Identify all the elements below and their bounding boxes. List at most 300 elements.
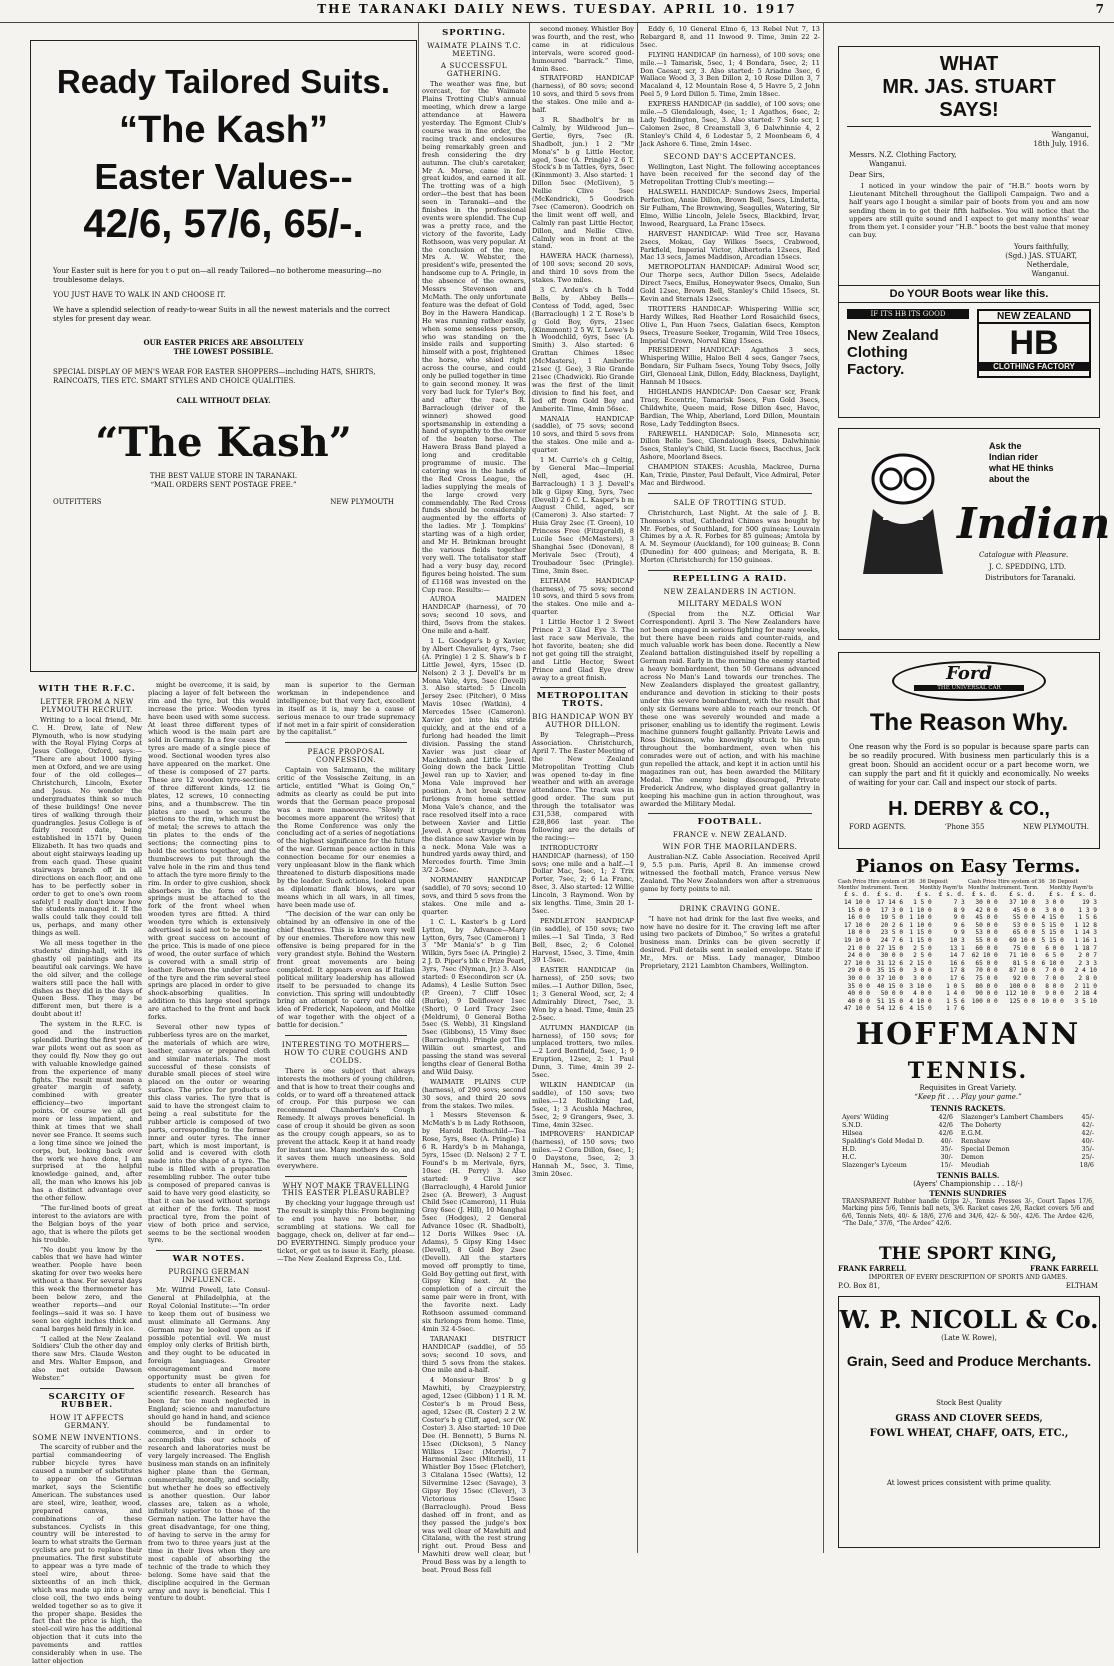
ford-body: One reason why the Ford is so popular is because spare parts can be so readily procured. With business men particularly this is a great boon. Should an accident occur or a part become worn, we can supply the part and fit it quickly and economically. No weeks of waiting for your car. Call and inspect our stock of parts. — [849, 743, 1089, 787]
nicoll-late: (Late W. Rowe), — [941, 1334, 997, 1342]
race-result: AUTUMN HANDICAP (in harness), of 150 sovs; for unplaced trotters, two miles.—2 Lord Bentfield, 5sec, 1; 9 Eruption, 12sec, 2; 1 Paul Dunn, 3. Time, 4min 39 2-5sec. — [532, 1023, 634, 1080]
pianos-price-table — [838, 891, 1098, 1013]
price-cell: £ s. — [916, 891, 932, 899]
racket-item — [842, 1121, 953, 1129]
indian-line-1: Ask the — [989, 441, 1022, 451]
hoffmann-brand: HOFFMANN — [855, 1016, 1081, 1052]
racket-item — [961, 1113, 1094, 1121]
price-cell: 1 4 0 — [946, 990, 965, 998]
pianos-col-head-3: Cash Price Hire system of 36 Months' Instrument. Term. — [968, 879, 1045, 892]
ford-advertisement — [838, 652, 1100, 849]
column-rule — [637, 22, 638, 1553]
article-sporting-title: SPORTING. — [442, 28, 506, 38]
price-cell: 23 5 0 — [880, 929, 904, 937]
price-cell: 19 3 — [1082, 899, 1097, 906]
price-row — [838, 922, 1098, 930]
price-cell: 2 18 4 — [1074, 990, 1097, 998]
kash-tag-1: THE BEST VALUE STORE IN TARANAKI. — [149, 472, 298, 480]
letter-salutation: Dear Sirs, — [849, 171, 885, 179]
racket-name: Meudiah — [960, 1161, 990, 1169]
price-cell: 65 0 0 — [975, 959, 998, 967]
price-cell: 47 10 0 — [843, 1005, 871, 1013]
price-cell: 55 0 0 — [1012, 914, 1036, 922]
article-rfc-subtitle: LETTER FROM A NEW PLYMOUTH RECRUIT. — [40, 696, 134, 714]
race-heading: AUROA MAIDEN HANDICAP (harness), of 70 sovs; second 10 sovs, and third, 5sovs from the stakes. One mile and a-half. — [422, 595, 526, 636]
article-peace-title: PEACE PROPOSAL CONFESSION. — [307, 747, 385, 765]
price-cell: 21 0 0 — [847, 944, 871, 952]
kash-text-2: YOU JUST HAVE TO WALK IN AND CHOOSE IT. — [53, 291, 226, 299]
divider — [285, 1035, 407, 1036]
nicoll-line: Grain, Seed and Produce Merchants. — [846, 1353, 1092, 1369]
price-cell: 10 0 0 — [1041, 997, 1064, 1005]
racket-name: S.N.D. — [842, 1121, 863, 1129]
price-cell: 4 10 0 — [909, 997, 932, 1005]
article-raid-subtitle: NEW ZEALANDERS IN ACTION. — [663, 587, 797, 596]
price-cell: 60 0 0 — [975, 944, 998, 952]
hb-logo-top: NEW ZEALAND — [979, 311, 1089, 324]
paragraph: The scarcity of rubber and the partial commandeering of rubber bicycle tyres have caused a number of substitutes to appear on the German market, says the Scientific American. The substances used are steel, wire, leather, wood, prepared canvas, and combinations of these substances. Cyclists in this country will be interested to learn to what straits the German cyclists are put to replace their pneumatics. The first substitute to appear was a tyre made of steel wire, about three-sixteenths of an inch thick, which was made up into a very close coil, the two ends being welded together so as to give it the proper shape. Besides the fact that the price is high, the steel-coil wire has the additional objection that it cuts into the pavements and rattles considerably when in use. The latter objection — [32, 1443, 142, 1665]
ford-company: H. DERBY & CO., — [888, 798, 1050, 820]
racket-price: 42/- — [1081, 1129, 1094, 1137]
divider — [648, 899, 812, 900]
paragraph: “No doubt you know by the cables that we have had winter weather. People have been skating for over two weeks here without a thaw. For several days this week the thermometer has been below zero, and the weather reports—and our feelings—said it was so. I have seen ice eight inches thick and canal barges held firmly in ice. — [32, 1245, 142, 1333]
letter-place: Wanganui, — [1051, 131, 1089, 139]
paragraph: (Special from the N.Z. Official War Correspondent). April 3. The New Zealanders have not been engaged in serious fighting for many weeks, but there have been raids and counter-raids, and much valuable work has been done. Recently a New Zealand battalion distinguished itself by repelling a German raid. Early in the morning the enemy started a heavy bombardment, then 50 Germans advanced across No Man's Land towards our trenches. The New Zealanders displayed the greatest gallantry, endurance and devotion in sticking to their posts under this severe bombardment, with the result that only six Germans were able to reach our trench. Of these one was severely wounded and made a prisoner, enabling us to identify the regiment. Lewis machine gunners fought gallantly. Private Lewis and Ross Dickinson, who knowingly stuck to his gun throughout the bombardment, even when his comrades were out of action, and with his machine gun repelled the attack, and kept it in action until his magazines ran out, has been awarded the Military Medal. The enemy being discouraged, Private Frederick Andrew, who displayed great gallantry in keeping his machine gun in action throughout, was awarded the Military Medal. — [640, 609, 820, 808]
price-cell: 16 0 0 — [847, 914, 871, 922]
price-cell: 1 12 8 — [1074, 921, 1097, 929]
tennis-sundries-head: TENNIS SUNDRIES — [929, 1189, 1007, 1198]
racket-name: Demon — [960, 1153, 984, 1161]
price-cell: 37 10 0 — [876, 974, 904, 982]
price-cell: 29 0 0 — [847, 967, 871, 975]
masthead-title: THE TARANAKI DAILY NEWS. TUESDAY. APRIL 10. 1917 — [317, 2, 797, 16]
indian-dealer: J. C. SPEDDING, LTD. — [989, 563, 1067, 571]
race-result: 1 Little Hector 1 2 Sweet Prince 2 3 Glad Eye 3. The last race saw Merivale, the hot favorite, beaten; she did not get going till the straight, and Little Hector, Sweet Prince and Glad Eye drew away to a great finish. — [532, 618, 634, 682]
nicoll-fowl: FOWL WHEAT, CHAFF, OATS, ETC., — [869, 1428, 1069, 1439]
acceptance: PRESIDENT HANDICAP: Agathos 3 secs, Whispering Willie, Haloo Bell 4 secs, Ganger 7secs, Bondara, Sir Fulham 5secs, Young Toby 9secs, Jolly Girl, Glenaeal Link, Dillon, Eddy, Blackness, Daylight, Hannah M 10secs. — [640, 346, 820, 387]
sport-king-headline: THE SPORT KING, — [879, 1244, 1057, 1264]
acceptance: METROPOLITAN HANDICAP: Admiral Wood scr, Our Thorpe secs, Author Dillon 5secs, Adelaide Direct 7secs, Emilus, Honeywater 9secs, Omako, Sun Gold 12sec, Brown Bell, Stanley's Child 15secs, St. Kevin and Sternals 12secs. — [640, 263, 820, 303]
racket-price: 42/6 — [938, 1129, 953, 1137]
kash-tag-2: “MAIL ORDERS SENT POSTAGE FREE.” — [150, 481, 297, 489]
price-cell: 2 15 0 — [909, 959, 932, 967]
stuart-heading-2: MR. JAS. STUART — [882, 76, 1056, 98]
price-cell: 2 5 0 — [913, 944, 932, 952]
price-cell: 2 5 0 — [913, 952, 932, 960]
price-row — [838, 952, 1098, 960]
column-rule — [823, 22, 824, 1553]
letter-date: 18th July, 1916. — [1033, 140, 1089, 148]
kash-advertisement — [30, 40, 417, 672]
acceptance: HIGHLANDS HANDICAP: Don Caesar scr, Frank Tracy, Eccentric, Tamarisk 5secs, Fun Gold 3secs, Childwhite, Queen maid, Rose Dillon 4sec, Havoc, Bardian, The Whip, Aberland, Lord Dillon, Mountain Rose, Lady Teddington 8secs. — [640, 387, 820, 428]
stuart-heading-1: WHAT — [939, 53, 999, 75]
price-cell: 7 3 — [953, 899, 965, 906]
price-cell: 1 7 6 — [946, 1005, 965, 1013]
paragraph: “The fur-lined boots of great interest to the aviators are with the Belgian boys of the year ago, that is where the pilots get his trouble. — [32, 1204, 142, 1244]
pianos-col-head-4: 36 Deposit Monthly Paym'ts — [1049, 879, 1094, 892]
racket-item — [961, 1161, 1094, 1169]
racket-price: 18/6 — [1079, 1161, 1094, 1169]
price-cell: 9 9 — [953, 929, 965, 937]
tennis-rackets-head: TENNIS RACKETS. — [930, 1104, 1006, 1113]
article-metropolitan-title: METROPOLITAN TROTS. — [536, 691, 630, 710]
article-scarcity-subtitle: HOW IT AFFECTS GERMANY. — [49, 1412, 125, 1430]
price-cell: £ s. d. — [843, 891, 871, 899]
racket-name: Slazenger's Lyceum — [842, 1161, 907, 1169]
racket-item — [842, 1153, 953, 1161]
article-racing-results — [532, 26, 634, 1546]
paragraph: The system in the R.F.C. is good and the instruction splendid. During the first year of war pilots went out as soon as they could fly. Now they go out with valuable knowledge gained from the experience of many fights. The result must mean a greater margin of safety, combined with greater efficiency—two important points. Of course we all get more or less impatient, and think at times that we shall never see France. It seems such a long time since we joined the corps, but, looking back over the work we have done, I am surprised at the helpful knowledge gained, and, after all, the man who knows his job has a distinct advantage over the other fellow. — [32, 1020, 142, 1203]
paragraph: There is one subject that always interests the mothers of young children, and that is how to treat their coughs and colds, or to ward off a threatened attack of croup. For this purpose we can recommend Chamberlain's Cough Remedy. It always proves beneficial. In case of croup it should be given as soon as the croupy cough appears, so as to prevent the attack. Keep it at hand ready for instant use. Many mothers do so, and it saves them much uneasiness. Sold everywhere. — [277, 1066, 415, 1170]
tennis-balls-head: TENNIS BALLS. — [936, 1171, 1000, 1180]
racket-name: Ayers' Wilding — [842, 1113, 889, 1121]
indian-advertisement — [838, 428, 1111, 640]
article-sporting-subtitle-2: A SUCCESSFUL GATHERING. — [440, 60, 508, 78]
racket-price: 42/6 — [938, 1121, 953, 1129]
price-cell: 14 7 — [949, 952, 965, 960]
letter-address-2: Wanganui. — [1031, 270, 1069, 279]
indian-brand: Indian — [957, 499, 1111, 548]
price-cell: 37 10 0 — [1009, 899, 1036, 906]
racket-name: H.D. — [842, 1145, 857, 1153]
price-cell: 16 6 — [949, 959, 965, 967]
tennis-headline: TENNIS. — [907, 1058, 1029, 1084]
ford-town: NEW PLYMOUTH. — [1023, 823, 1089, 831]
article-football-title: FOOTBALL. — [697, 817, 763, 828]
article-sporting — [422, 26, 527, 1575]
paragraph: “I have not had drink for the last five weeks, and now have no desire for it. The craving left me after using two packets of Dimboo,” So writes a grateful business man. Drinks can be given secretly if desired. Full details sent in sealed envelope. State if Mr., Mrs. or Miss. Lady manager, Dimboo Proprietary, 2121 Lambton Chambers, Wellington. — [640, 914, 820, 971]
kash-text-6: CALL WITHOUT DELAY. — [176, 396, 271, 405]
stuart-heading-3: SAYS! — [939, 99, 999, 121]
rackets-left-list — [842, 1113, 953, 1169]
price-cell: 17 3 0 — [880, 906, 904, 914]
nicoll-footer: At lowest prices consistent with prime quality. — [886, 1479, 1052, 1487]
paragraph: “The decision of the war can only be obtained by an offensive in one of the chief theatres. This is known very well by our enemies. Therefore now this new offensive is being prepared for in the very grandest style. Behind the Western front great movements are being completed. It appears even as if Italian political military leadership has allowed itself to be persuaded to change its conviction. This spring will undoubtedly bring an attempt to carry out the old idea of Frederick, Napoleon, and Moltke of war together with the object of a battle for decision.” — [277, 910, 415, 1030]
price-cell: 3 10 0 — [909, 982, 932, 990]
price-cell: 100 0 0 — [971, 997, 998, 1005]
price-row — [838, 990, 1098, 998]
article-sale-title: SALE OF TROTTING STUD. — [673, 497, 787, 507]
price-cell: 2 8 0 — [1078, 974, 1097, 982]
price-cell: 24 7 6 — [880, 936, 904, 944]
price-cell: 4 0 0 — [913, 990, 932, 998]
column-rule — [418, 22, 419, 1553]
price-cell: 2 3 3 — [1078, 959, 1097, 967]
price-cell: 6 10 0 — [1041, 959, 1064, 967]
article-acceptances-title: SECOND DAY'S ACCEPTANCES. — [663, 151, 797, 161]
kash-brand: “The Kash” — [95, 419, 352, 466]
pianos-col-head-1: Cash Price Hire system of 36 Months' Instrument. Term. — [838, 879, 915, 892]
ford-agents: FORD AGENTS. — [849, 823, 907, 831]
racket-item — [842, 1129, 953, 1137]
price-cell: 125 0 0 — [1009, 997, 1036, 1005]
racket-price: 35/- — [940, 1145, 953, 1153]
pianos-col-head-2: 36 Deposit Monthly Paym'ts — [919, 879, 964, 892]
price-cell: 3 0 0 — [913, 967, 932, 975]
divider — [540, 687, 626, 688]
racket-name: H.C. — [842, 1153, 857, 1161]
article-tyres-war-notes — [148, 681, 271, 1603]
paragraph: By checking your luggage through us! The result is simply this: From beginning to end you have no bother, no scrambling at stations. We call for baggage, check on, deliver at far end—DO EVERYTHING. Simply produce your ticket, or get us to issue it. Early, please.—The New Zealand Express Co., Ltd. — [277, 1199, 415, 1263]
price-cell: 1 18 7 — [1074, 944, 1097, 952]
racket-item — [961, 1145, 1094, 1153]
article-health-title: INTERESTING TO MOTHERS—HOW TO CURE COUGHS AND COLDS. — [281, 1040, 411, 1065]
divider — [648, 813, 812, 814]
racket-item — [842, 1113, 953, 1121]
price-cell — [999, 1005, 1036, 1013]
price-cell: 53 0 0 — [975, 929, 998, 937]
divider — [648, 570, 812, 571]
race-heading: TARANAKI DISTRICT HANDICAP (saddle), of 55 sovs; second 10 sovs, and third 5 sovs from the stakes. One mile and a-half. — [422, 1334, 526, 1375]
hb-banner: IF ITS HB ITS GOOD — [847, 309, 969, 319]
divider — [40, 1388, 134, 1389]
race-result: 1 C. L. Kaster's b g Lord Lytton, by Advance—Mary Lytton, 6yrs, 7sec (Cameron) 1 3 “Mr Mania's” b g Tim Wilkin, 5yrs 5sec (A. Pringle) 2 2 J. D. Piper's blk c Prize Pearl, 3yrs, 7sec (Nyman, Jr.) 3. Also started: 0 Esecondiron scr (A. Adams), 4 Leslie Sutton 5sec (P. Green), 7 Cliff 10sec (Burke), 9 Deliflower 1sec (Short), 0 Lord Tracy 2sec (Meldrum), 0 General Botha 5sec (S. Webb), 31 Kingsland 5sec (Gibbons), 15 Vimy 8sec (Barraclough). Pringle got Tim Wilkin out smartest, and passing the stand was several lengths clear of General Botha and Wild Daisy. — [422, 917, 526, 1076]
letter-signature: (Sgd.) JAS. STUART, — [1005, 252, 1077, 261]
price-cell: 87 10 0 — [1009, 967, 1036, 975]
race-result: INTRODUCTORY HANDICAP (harness), of 150 sovs; one mile and a half.—1 Dollar Mac, 5sec, 1; 2 Trix Porter, 7sec, 2; 6 La Franc, 8sec, 3. Also started: 12 Willie Lincoln, 3 Raymond. Won by six lengths. Time, 3min 20 1-5sec. — [532, 843, 634, 915]
racket-name: Slazenger's Lambert Chambers — [960, 1113, 1064, 1121]
price-cell: 62 10 0 — [971, 952, 998, 960]
paragraph: Captain von Salzmann, the military critic of the Vossische Zeitung, in an article, entitled “What is Going On,” admits as clearly as could be put into words that the German peace proposal was a mere manoeuvre. “Slowly it becomes more apparent (he writes) that the Rome Conference was only the concluding act of a series of negotiations of the highest significance for the future of the war. German peace action in this connection became for our enemies a very unpleasant blow in the flank which threatened to disturb dispositions made by the leader. Such actions, looked upon as diplomatic flank blows, are war means which in all wars, in all times, have been made use of. — [277, 766, 415, 909]
price-cell: 9 6 — [953, 921, 965, 929]
price-cell: 1 5 0 — [913, 899, 932, 906]
racket-price: 42/- — [1081, 1121, 1094, 1129]
article-travel-title: WHY NOT MAKE TRAVELLING THIS EASTER PLEASURABLE? — [282, 1180, 410, 1198]
nicoll-advertisement — [838, 1296, 1100, 1548]
race-result: EASTER HANDICAP (in harness), of 250 sovs; two miles.—1 Author Dillon, 5sec, 1; 3 General Wood, scr, 2; 4 Admirably Direct, 7sec, 3. Won by a head. Time, 4min 25 2-5sec. — [532, 966, 634, 1022]
article-drink-title: DRINK CRAVING GONE. — [679, 903, 781, 913]
article-peace-proposal — [277, 682, 415, 1542]
price-cell: 92 0 0 — [1012, 974, 1036, 982]
price-cell: 35 15 0 — [876, 967, 904, 975]
racket-price: 40/- — [1081, 1137, 1094, 1145]
price-cell: 4 15 0 — [1041, 914, 1064, 922]
ford-logo — [892, 661, 1046, 701]
racket-price: 15/- — [940, 1161, 953, 1169]
price-cell: £ s. d. — [876, 891, 904, 899]
race-result: 4 Monsieur Bros' b g Mawhiti, by Crazypierstry, aged, 12sec (Gibbon) 1 1 R. M. Coster's b m Proud Bess, aged, 12sec (R. Coster) 2 2 W. Coster's b g Cliff, aged, scr (W. Coster) 3. Also started: 10 Dee Dee (H. Bennett), 5 Burns N. 15sec (Dickson), 5 Nancy Wilkes 12sec (Morris), 7 Harmonial 2sec (Mitchell), 11 Whistler Boy 15sec (Fletcher), 3 Citalana 15sec (Watts), 12 Silvermine 12sec (Savage), 3 Gipsy Boy 15sec (Clever), 3 Victorious 15sec (Barraclough). Proud Bess dashed off in front, and as they passed the judge's box was well clear of Mawhiti and Citalana, with the rest strung right out. Proud Bess and Mawhiti drew well clear, but Proud Bess was by a length to beat. Proud Bess fell — [422, 1376, 526, 1575]
price-cell: 8 0 0 — [1045, 982, 1064, 990]
price-cell: £ s. d. — [938, 891, 965, 899]
price-cell: 3 5 10 — [1074, 997, 1097, 1005]
ford-logo-text: Ford — [946, 663, 992, 684]
price-cell — [966, 1005, 999, 1013]
price-cell: 54 12 6 — [876, 1005, 904, 1013]
race-result: 1 Messrs Stevenson & McMath's b m Lady Rothsoon, by Harold Rothschild—Tea Rose, 5yrs, 8sec (A. Pringle) 1 6 R. Hardy's b m Mahanga, 5yrs, 15sec (D. Nelson) 2 7 T. Found's b m Merivale, 6yrs, 10sec (H. Perry) 3. Also started: 9 Clive scr (Barraclough), 4 Harold Junior 2sec (A. Brewer), 3 August Child 5sec (Cameron), 11 Huia Gray 6sec (J. Hill), 10 Manghai 5sec (Hodges), 2 General Advance 10sec (R. Shadbolt), 12 Doris Wilkes 9sec (A. Adams), 5 Gipsy King 14sec (Devell), 8 Gold Boy 2sec (Devell). All the starters moved off promptly to time, Gold Boy getting out first, with Gipsy King next. At the completion of a circuit the same pair were in front, with the favorite next. Lady Rothsoon assumed command six furlongs from home. Time, 4min 32 4-5sec. — [422, 1111, 526, 1333]
price-row — [838, 907, 1098, 915]
price-cell: £ s. d. — [1009, 891, 1036, 899]
price-cell: 17 6 — [949, 974, 965, 982]
acceptance: CHAMPION STAKES: Acushla, Mackree, Durna Kan, Trixie, Pinster, Paul Default, Vice Admiral, Peter Mac and Birdwood. — [640, 463, 820, 487]
price-row — [838, 937, 1098, 945]
race-heading: STRATFORD HANDICAP (harness), of 80 sovs; second 10 sovs, and third 5 sovs from the stakes. One mile and a-half. — [532, 74, 634, 115]
sport-king-pobox: P.O. Box 81, — [838, 1282, 880, 1290]
letter-body: I noticed in your window the pair of “H.B.” boots worn by Lieutenant Mitchell throughout the Gallipoli Campaign. Two and a half years ago I bought a similar pair of boots from you and am now sending them in to get their fifth halfsoles. You will notice that the uppers are still quite sound and I expect to get many months' wear from them yet. I consider your “H.B.” boots the best value that money can buy. — [849, 182, 1089, 240]
boots-banner: Do YOUR Boots wear like this. — [839, 285, 1099, 303]
racket-price: 30/- — [940, 1153, 953, 1161]
price-cell: 24 0 0 — [847, 952, 871, 960]
kash-text-4: OUR EASTER PRICES ARE ABSOLUTELY THE LOWEST POSSIBLE. — [143, 338, 304, 356]
price-cell: 3 0 0 — [1045, 899, 1064, 906]
acceptance: HARVEST HANDICAP: Wild Tree scr, Havana 2secs, Mokau, Gay Wilkes 5secs, Crabwood, Parkfield, Imperial Victor, Albertorla 12secs, Red Mac 13 secs, James Maddison, Arcadian 15secs. — [640, 229, 820, 262]
price-cell: 71 10 0 — [1009, 952, 1036, 960]
price-cell: 40 15 0 — [876, 982, 904, 990]
article-acceptances-raid-football — [640, 26, 820, 1546]
kash-name: “The Kash” — [118, 109, 329, 151]
race-result: EXPRESS HANDICAP (in saddle), of 100 sovs; one mile.—5 Glendalough, 4sec, 1; 1 Agathos, 6sec, 2; Lady Teddington, 5sec, 3. Also started: 7 Solo scr, 1 Calomen 2sec, 8 Creamstall 3, 6 Dalwhinnie 4, 2 Stanley's Child 4, 6 Lodestar 5, 2 Moonbeam 6, 4 Jack Ashore 6. Time, 2min 14sec. — [640, 100, 820, 148]
price-cell: 112 10 0 — [1005, 990, 1036, 998]
divider — [285, 1176, 407, 1177]
ford-headline: The Reason Why. — [869, 709, 1069, 736]
price-cell: 15 0 0 — [847, 906, 871, 914]
price-row — [838, 891, 1098, 899]
paragraph: man is superior to the German workman in independence and intelligence; but that very fact, excellent in itself as it is, may be a cause of serious menace to our trade supremacy if not met in a fair spirit of consideration by the capitalist.” — [277, 681, 415, 737]
divider — [156, 1250, 262, 1251]
price-row — [838, 1005, 1098, 1013]
price-cell: 65 0 0 — [1012, 929, 1036, 937]
racket-item — [842, 1137, 953, 1145]
masthead — [0, 0, 1114, 23]
column-rule — [529, 22, 530, 1553]
racket-price: 25/- — [1081, 1153, 1094, 1161]
paragraph: might be overcome, it is said, by placing a layer of felt between the rim and the tyre, but this would increase the price. Wooden tyres have been used with some success. At least three different types of which wood is the main part are sold in Germany. In a few cases the tyres are made of a single piece of wood. Sectional wooden tyres also have appeared on the market. One of these is composed of 27 parts. These are 12 wooden tyre-sections of three different kinds, 12 tie plates, 12 screws, 10 connecting pins, and a thumbscrew. The tin plates are used to secure the sections to the rim, which must be of metal; the screws to attach the tin plates to the ends of the sections; the connecting pins to hold the sections together, and the thumbscrews to put through the valve hole in the rim and thus tend to attach the tyre more firmly to the rim. In order to give cushion, shock absorbers in the form of steel springs must be attached to the fork of the front wheel when wooden tyres are fitted. A third wooden tyre which is extensively advertised is said not to be meeting with great success on account of the price. This is made of one piece of wood, the outer surface of which is covered with a small strip of leather. Between the under surface of the tyre and the rim several steel springs are placed in order to give shock-absorbing qualities. In addition to this large steel springs are attached to the front and back forks. — [148, 681, 270, 1022]
price-cell: 5 15 0 — [1041, 936, 1064, 944]
price-cell: 1 10 0 — [909, 906, 932, 914]
price-cell: 81 5 0 — [1012, 959, 1036, 967]
price-cell: 2 4 10 — [1074, 967, 1097, 975]
acceptance: HALSWELL HANDICAP: Sundows 2secs, Imperial Perfection, Annie Dillon, Brown Bell, 5secs, Lindetta, Sir Fulham, The Brownwing, Seagulles, Watering, Sir Elmo, Willie Lincoln, Jelele 5secs, Blackbird, Irvar, Inwood, Rearguard, La Franc 15secs. — [640, 188, 820, 228]
article-football-subtitle: FRANCE v. NEW ZEALAND. — [672, 830, 788, 840]
article-metropolitan-subtitle: BIG HANDICAP WON BY AUTHOR DILLON. — [532, 712, 634, 730]
price-cell: 7 0 0 — [1045, 974, 1064, 982]
race-heading: HAWERA HACK (harness), of 100 sovs; second 20 sovs, and third 10 sovs from the stakes. Two miles. — [532, 252, 634, 285]
sport-king-importer: IMPORTER OF EVERY DESCRIPTION OF SPORTS AND GAMES. — [868, 1274, 1068, 1281]
price-cell: 55 0 0 — [975, 936, 998, 944]
price-cell: 27 15 0 — [876, 944, 904, 952]
brand-line-1: New Zealand — [847, 327, 939, 345]
price-row — [838, 975, 1098, 983]
rider-illustration-icon — [843, 439, 963, 579]
hb-logo-mid: HB — [1009, 324, 1059, 363]
price-cell: 17 10 0 — [843, 921, 871, 929]
pianos-headline: Pianos on Easy Terms. — [855, 856, 1081, 877]
price-cell: 27 10 0 — [843, 959, 871, 967]
price-cell: 6 5 0 — [1045, 952, 1064, 960]
price-cell: 100 0 0 — [1009, 982, 1036, 990]
indian-line-3: what HE thinks — [989, 463, 1054, 473]
paragraph: The weather was fine, but overcast, for the Waimate Plains Trotting Club's annual meeting, which drew a large attendance at Hawera yesterday. The Egmont Club's course was in fine order, the racing track and enclosures being remarkably green and fresh considering the dry autumn. The club's caretaker, Mr A. Morse, came in for great kudos, and earned it all. The trotting was of a high order—the best that has been seen in Taranaki—and the finishes in the professional events were splendid. The Cup was a pretty race, and the victory of the favorite, Lady Rothsoon, was very popular. At the conclusion of the race, Mrs A. W. Webster, the president's wife, presented the handsome cup to A. Pringle, in the absence of the owners, Messrs Stevenson and McMath. The only unfortunate feature was the defeat of Gold Boy in the Hawera Handicap. He was running rather easily, when some senseless person, who was standing on the inside rails and supporting himself with a post, frightened the horse, who shied right across the course, and could only be pulled together in time to gain second money. It was very bad luck for Tyler's Boy, and after the race, R. Barraclough (driver of the winner) showed good sportsmanship in extending a hand of sympathy to the owner of the beaten horse. The Hawera Brass Band played a long and creditable programme of music. The catering was in the hands of the Red Cross League, the ladies supplying the meals of the large crowd very commendably. The Red Cross funds should be considerably augmented by the efforts of the ladies. Mr J. Tompkins' starting was of a high order, and Mr H. Brinkman brought the various fields together very well. The totalisator staff had a very busy day, record figures being hoisted. The sum of £1168 was invested on the Cup race. Results:— — [422, 79, 527, 594]
paragraph: By Telegraph—Press Association. Christchurch, April 7. The Easter Meeting of the New Zealand Metropolitan Trotting Club was opened to-day in fine weather and with an average attendance. The track was in good order. The sum put through the totalisator was £31,538, compared with £28,866 last year. The following are the details of the racing:— — [532, 731, 634, 842]
racket-name: Special Demon — [960, 1145, 1010, 1153]
price-cell: 2 0 7 — [1078, 952, 1097, 960]
price-cell: 1 16 1 — [1074, 936, 1097, 944]
price-cell: 90 0 0 — [975, 990, 998, 998]
race-result: 3 R. Shadbolt's br m Calmly, by Wildwood Jun—Gertie, 6yrs, 7sec (R. Shadbolt, jun.) 1 2 “Mr Mona's” b g Little Hector, aged, 5sec (A. Pringle) 2 6 T. Stock's b m Tattles, 6yrs, 5sec (Kinmmont) 3. Also started: 1 Dillon 5sec (McGiven), 5 Nellie Clive 5sec (McKendrick), 5 Goodrich 7sec (Cameron). Goodrich on the limit went off well, and Calmly ran past Little Hector, Dillon, and Nellie Clive. Calmly won in front at the stand. — [532, 115, 634, 251]
indian-catalogue: Catalogue with Pleasure. — [979, 551, 1069, 559]
price-cell: 42 0 0 — [975, 906, 998, 914]
article-raid-title: REPELLING A RAID. — [672, 574, 788, 585]
indian-distributors: Distributors for Taranaki. — [985, 574, 1076, 582]
pianos-advertisement — [838, 856, 1098, 1050]
price-cell: 30 0 0 — [880, 952, 904, 960]
price-cell: 50 0 0 — [975, 921, 998, 929]
price-row — [838, 945, 1098, 953]
price-cell: 5 15 0 — [1041, 921, 1064, 929]
letter-to-town: Wanganui. — [869, 160, 907, 168]
price-cell: 4 15 0 — [909, 1005, 932, 1013]
price-cell: 19 5 0 — [880, 914, 904, 922]
article-raid-subtitle-2: MILITARY MEDALS WON — [677, 598, 783, 608]
kash-prices: 42/6, 57/6, 65/-. — [83, 202, 364, 246]
price-cell: 35 0 0 — [847, 982, 871, 990]
acceptance: TROTTERS HANDICAP: Whispering Willie scr, Hardy Wilkes, Red Heather Lord Rosaichild 6secs, Olive L, Pan Huon 7secs, Galatian 6secs, Kempton 9secs, Treasure Seeker, Trogamin, Wild Tree 10secs, Imperial Crown, Norval King 15secs. — [640, 304, 820, 345]
tennis-sundries: TRANSPARENT Rubber handle Grips 2/-, Tennis Presses 3/-, Court Tapes 17/6, Marking pins 5/6, Tennis ball nets, 3/6. Racket cases 2/6, Racket covers 5/6 and 6/6, Tennis Nets, 40/- & 18/6, 27/6 and 34/6, 42/- & 50/-, 42/6. The Ardee 42/6, “The Dale,” 37/6, “The Ardee” 42/6. — [842, 1198, 1094, 1228]
price-row — [838, 929, 1098, 937]
race-result: WILKIN HANDICAP (in saddle), of 150 sovs; two miles.—12 Rollicking Lad, 5sec, 1; 3 Acushla Machree, 5sec, 2; 9 Grangers, 9sec, 3. Time, 4min 32sec. — [532, 1081, 634, 1129]
price-cell: 14 10 0 — [843, 899, 871, 906]
paragraph: Writing to a local friend, Mr. C. H. Drew, late of New Plymouth, who is now studying with the Royal Flying Corps at Jesus College, Oxford, says:— “There are about 1000 flying men at Oxford, and we are using four of the old colleges—Christchurch, Lincoln, Exeter and Jesus. No wonder the undergraduates think so much of these buildings! One never tires of walking through their quadrangles. Jesus College is of fairly recent date, being established in 1571 by Queen Elizabeth. It has two quads and about eight stairways leading up from each quad. These quaint stairways branch off in all directions on each floor, and one has to be perfectly sober in order to get to one's own room safely! I really don't know how the students managed it. If the walls could talk they could tell us, perhaps, and many other things as well. — [32, 715, 142, 938]
racket-price: 45/- — [1081, 1113, 1094, 1121]
price-cell: 13 1 — [949, 944, 965, 952]
article-rfc — [32, 682, 142, 1665]
nicoll-best: Stock Best Quality — [936, 1399, 1002, 1407]
price-cell: £ s. d. — [971, 891, 998, 899]
race-result: PENDLETON HANDICAP (in saddle), of 150 sovs; two miles.—1 Sal Tinda, 3 Red Bell, 8sec, 2; 6 Colonel Harvest, 15sec, 3. Time, 4min 39 1-5sec. — [532, 916, 634, 965]
price-cell: 50 0 0 — [880, 990, 904, 998]
price-cell: 40 0 0 — [847, 997, 871, 1005]
price-cell: 1 5 6 — [1078, 914, 1097, 922]
price-cell: 40 0 0 — [847, 990, 871, 998]
race-result: 1 M. Currie's ch g Celtig, by General Mac—Imperial Nell, aged, 4sec (H. Barraclough) 1 3 J. Devell's blk g Gipsy King, 5yrs, 7sec (Devell) 2 6 C. L. Kasper's b m August Child, aged, scr (Cameron) 3. Also started: 7 Huia Gray 2sec (T. Green), 10 Princess Free (Fitzgerald), 8 Lucile 5sec (McMasters), 3 Shanghai 5sec (Donovan), 8 Merivale 5sec (Trout), 4 Troubadour 5sec (Pringle). Time, 3min 8sec. — [532, 456, 634, 575]
racket-item — [961, 1137, 1094, 1145]
price-cell: 1 10 0 — [909, 914, 932, 922]
price-cell: 18 0 0 — [847, 929, 871, 937]
stuart-advertisement — [838, 46, 1100, 418]
price-cell: 7 0 0 — [1045, 967, 1064, 975]
race-result: 3 C. Arden's ch h Todd Bells, by Abbey Bells—Contess of Todd, aged, 5sec (Barraclough) 1 2 T. Rose's b g Gold Boy, 6yrs, 21sec (Kinmmont) 2 5 W. T. Lowe's b h Woodchild, 6yrs, 5sec (A. Smith) 3. Also started: 6 Grattan Chimes 18sec (McMasters), 1 Amberite 21sec (J. Gee), 3 Rio Grande 21sec (Chadwick). Rio Grande was the first of the limit division to find his feet, and led off from Gold Boy and Amberite. Time, 4min 56sec. — [532, 286, 634, 413]
price-cell: 53 0 0 — [1012, 921, 1036, 929]
price-cell: 1 5 6 — [946, 997, 965, 1005]
kash-headline: Ready Tailored Suits. — [56, 63, 391, 100]
racket-name: Renshaw — [960, 1137, 991, 1145]
kash-footer-left: OUTFITTERS — [53, 498, 102, 506]
race-result: IMPROVERS' HANDICAP (harness), of 150 sovs; two miles.—2 Cora Dillon, 6sec, 1; 0 Daystone, 5sec, 2; 3 Hannah M., 5sec, 3. Time, 3min 20sec. — [532, 1130, 634, 1178]
price-cell: 1 10 0 — [909, 921, 932, 929]
racket-price: 35/- — [1081, 1145, 1094, 1153]
price-cell: 19 10 0 — [843, 936, 871, 944]
article-war-notes-title: WAR NOTES. — [172, 1254, 246, 1265]
sport-king-name-left: FRANK FARRELL — [838, 1264, 906, 1273]
price-cell: 6 0 0 — [1045, 944, 1064, 952]
letter-close: Yours faithfully, — [1013, 243, 1069, 252]
price-cell: 30 0 0 — [847, 974, 871, 982]
racket-item — [961, 1129, 1094, 1137]
price-cell: 51 15 0 — [876, 997, 904, 1005]
price-row — [838, 899, 1098, 907]
sport-king-town: ELTHAM — [1065, 1282, 1098, 1290]
price-cell: 1 15 0 — [909, 936, 932, 944]
racket-item — [961, 1121, 1094, 1129]
hb-logo-bottom: CLOTHING FACTORY — [979, 362, 1089, 371]
letter-to: Messrs. N.Z. Clothing Factory, — [849, 151, 957, 159]
nicoll-headline: W. P. NICOLL & Co. — [839, 1305, 1099, 1334]
price-row — [838, 998, 1098, 1006]
race-heading: ELTHAM HANDICAP (harness), of 75 sovs; second 10 sovs, and third 5 sovs from the stakes. One mile and a-quarter. — [532, 576, 634, 617]
racket-item — [961, 1153, 1094, 1161]
sport-king-advertisement — [838, 1244, 1098, 1290]
price-cell: 1 15 0 — [909, 929, 932, 937]
tennis-tagline: “Keep fit . . . Play your game.” — [914, 1093, 1022, 1101]
